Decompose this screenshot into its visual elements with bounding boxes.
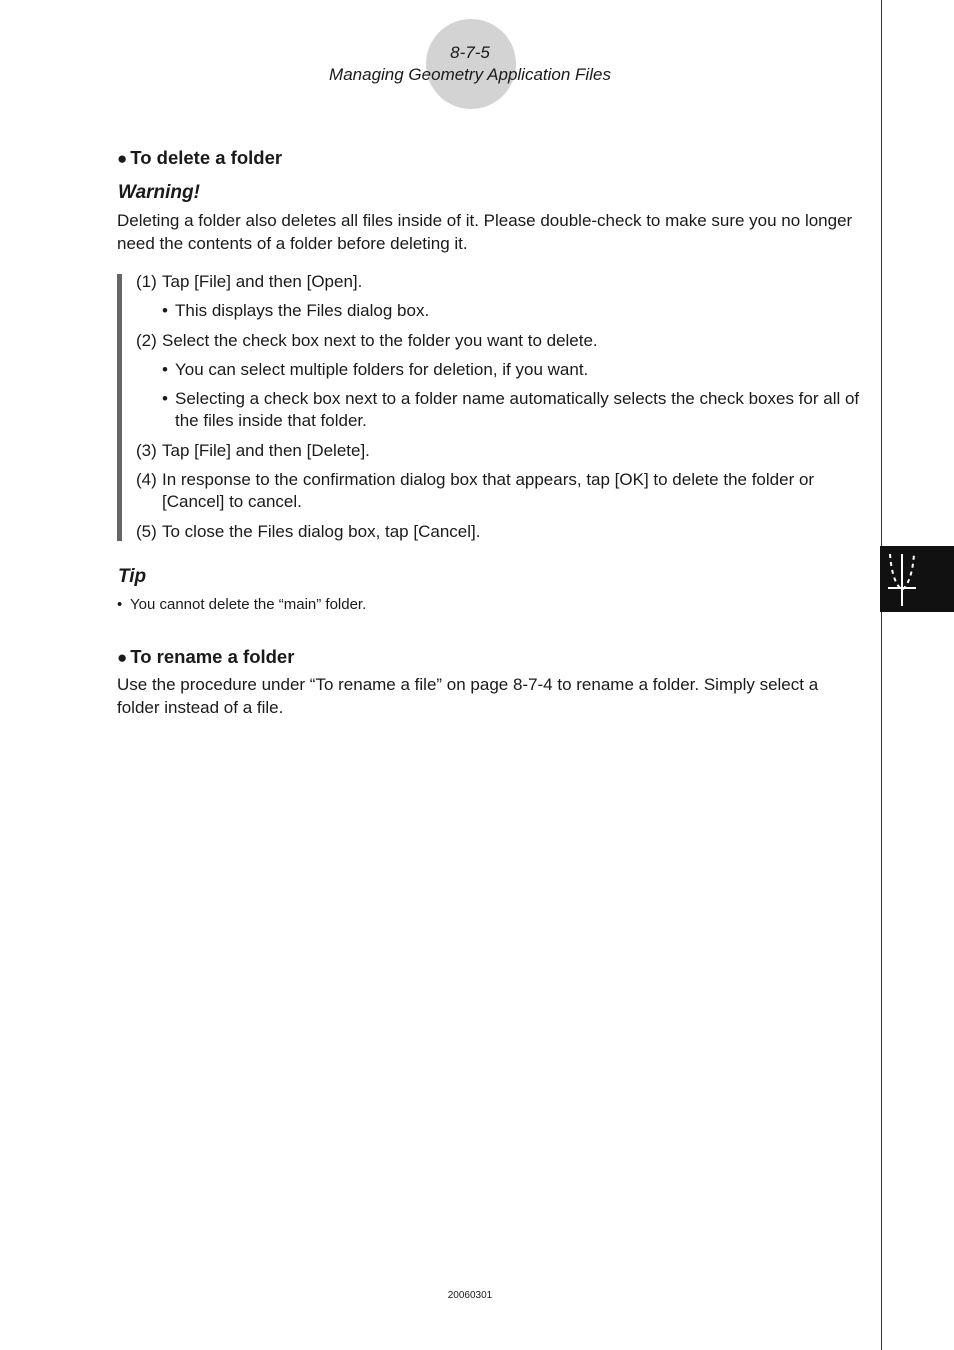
rename-text: Use the procedure under “To rename a file” on page 8-7-4 to rename a folder. Simply select a folder instead of a file. xyxy=(117,675,819,717)
step-4: (4) In response to the confirmation dialog box that appears, tap [OK] to delete the folder or [Cancel] to cancel. xyxy=(136,470,815,511)
warning-text: Deleting a folder also deletes all files inside of it. Please double-check to make sure you no longer need the contents of a folder before deleting it. xyxy=(117,211,853,253)
step-1-note: • This displays the Files dialog box. xyxy=(162,301,430,320)
tip-item: • You cannot delete the “main” folder. xyxy=(117,596,367,613)
tip-label: Tip xyxy=(118,566,147,587)
step-1: (1) Tap [File] and then [Open]. xyxy=(136,272,363,291)
footer-code: 20060301 xyxy=(447,1290,493,1301)
step-2-note-1: • You can select multiple folders for deletion, if you want. xyxy=(162,360,589,379)
page-number: 8-7-5 xyxy=(450,43,490,62)
heading-bullet: ● xyxy=(117,648,128,667)
chapter-side-tab xyxy=(880,546,954,612)
header-circle-decoration xyxy=(426,19,516,109)
step-5: (5) To close the Files dialog box, tap [Cancel]. xyxy=(136,522,481,541)
section-heading-rename-folder: ● To rename a folder xyxy=(117,646,295,667)
heading-bullet: ● xyxy=(117,149,128,168)
step-2-note-2: • Selecting a check box next to a folder name automatically selects the check boxes for all of the files inside that folder. xyxy=(162,389,860,430)
page-right-rule xyxy=(881,0,882,1350)
steps-sidebar-bar xyxy=(117,274,122,541)
warning-label: Warning! xyxy=(118,182,200,203)
step-2: (2) Select the check box next to the folder you want to delete. xyxy=(136,331,598,350)
step-3: (3) Tap [File] and then [Delete]. xyxy=(136,441,370,460)
geometry-app-icon xyxy=(880,546,954,612)
page-header-title: Managing Geometry Application Files xyxy=(329,65,611,84)
section-heading-delete-folder: ● To delete a folder xyxy=(117,147,283,168)
